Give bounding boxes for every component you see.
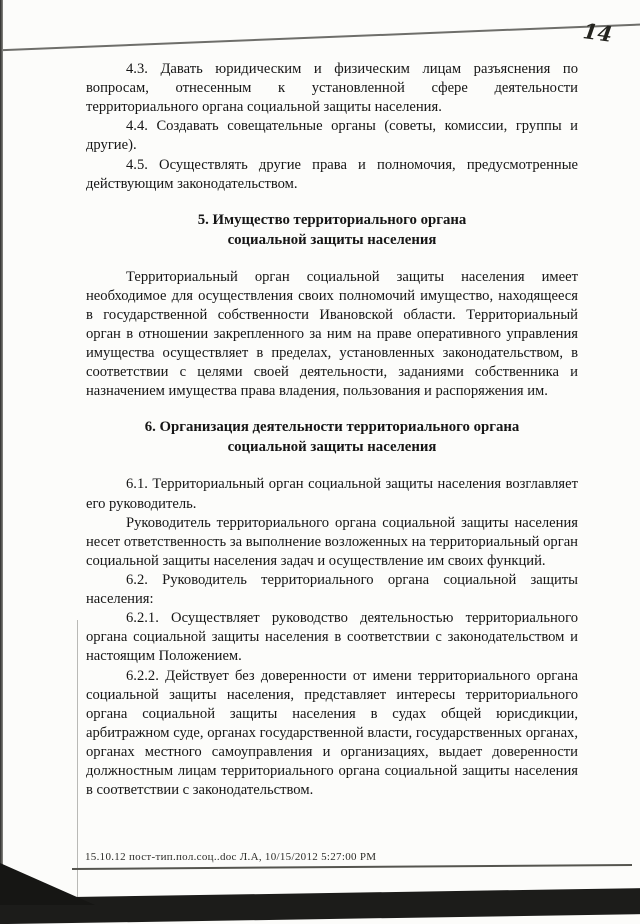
- scan-footer-underline: [72, 864, 632, 869]
- paragraph-6-2: 6.2. Руководитель территориального органа социальной защиты населения:: [86, 571, 578, 608]
- scan-top-skew-line: [0, 22, 640, 52]
- scan-edge-left: [0, 0, 3, 905]
- paragraph-6-1-continued: Руководитель территориального органа социальной защиты населения несет ответственность за выполнение возложенных на территориальный орган социальной защиты населения задач и осуществление им своих функций.: [86, 514, 578, 569]
- paragraph-4-3: 4.3. Давать юридическим и физическим лицам разъяснения по вопросам, отнесенным к установленной сфере деятельности территориального органа социальной защиты населения.: [86, 61, 578, 116]
- section-6-heading-line1: 6. Организация деятельности территориального органа: [144, 419, 520, 436]
- section-5-body-paragraph: Территориальный орган социальной защиты населения имеет необходимое для осуществления своих полномочий имущество, находящееся в государственной собственности Ивановской области. Территориальный орган в отношении закрепленного за ним на праве оперативного управления имущества осуществляет в пределах, установленных законодательством, в соответствии с целями своей деятельности, заданиями собственника и назначением имущества права владения, пользования и распоряжения им.: [86, 268, 578, 400]
- document-footer-filename: 15.10.12 пост-тип.пол.соц..doc Л.А, 10/15/2012 5:27:00 PM: [85, 851, 377, 863]
- scan-bottom-edge-band: [0, 888, 640, 924]
- section-5-heading-line1: 5. Имущество территориального органа: [197, 211, 467, 228]
- paragraph-6-2-1: 6.2.1. Осуществляет руководство деятельностью территориального органа социальной защиты населения в соответствии с законодательством и настоящим Положением.: [86, 610, 578, 665]
- paragraph-6-1: 6.1. Территориальный орган социальной защиты населения возглавляет его руководитель.: [86, 476, 578, 512]
- section-6-heading: [86, 418, 578, 458]
- paragraph-4-5: 4.5. Осуществлять другие права и полномочия, предусмотренные действующим законодательством.: [86, 156, 578, 192]
- paragraph-4-4: 4.4. Создавать совещательные органы (советы, комиссии, группы и другие).: [86, 118, 578, 154]
- section-5-heading: [86, 211, 578, 251]
- handwritten-page-number: 14: [581, 18, 614, 47]
- section-6-heading-line2: социальной защиты населения: [227, 439, 437, 456]
- scan-bottom-left-corner-blob: [0, 863, 95, 905]
- document-text-block: [86, 60, 578, 800]
- paragraph-6-2-2: 6.2.2. Действует без доверенности от имени территориального органа социальной защиты населения, представляет интересы территориального органа социальной защиты населения в судах общей юрисдикции, арбитражном суде, органах государственной власти, государственных органах, органах местного самоуправления и организациях, выдает доверенности должностным лицам территориального органа социальной защиты населения в соответствии с законодательством.: [86, 667, 578, 799]
- section-5-heading-line2: социальной защиты населения: [227, 231, 437, 248]
